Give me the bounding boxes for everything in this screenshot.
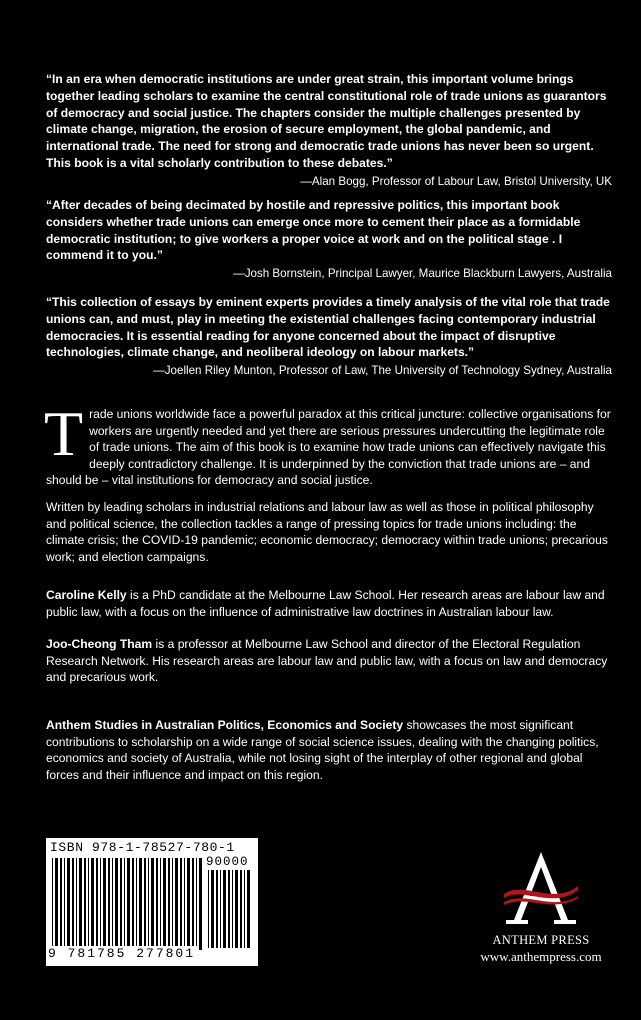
anthem-logo-icon [504, 850, 578, 926]
barcode-bar [60, 858, 62, 950]
barcode-bar [175, 858, 178, 950]
author-bio-2 [46, 636, 612, 686]
barcode-bar [160, 858, 161, 950]
barcode-bar [136, 858, 137, 950]
barcode-bar [67, 858, 70, 950]
barcode-bar [91, 858, 94, 950]
barcode-bar [172, 858, 173, 950]
barcode-bar [196, 858, 197, 950]
publisher-url: www.anthempress.com [480, 949, 602, 964]
author-bio-text: is a PhD candidate at the Melbourne Law School. Her research areas are labour law and public law, with a focus on the influence of administrative law doctrines in Australian labour law. [46, 588, 605, 619]
isbn-barcode [46, 838, 258, 966]
author-name: Caroline Kelly [46, 588, 127, 602]
barcode-bar [220, 870, 221, 948]
barcode-bar [144, 858, 146, 950]
barcode-bar [88, 858, 89, 950]
endorsement-attribution: —Josh Bornstein, Principal Lawyer, Maurice Blackburn Lawyers, Australia [233, 267, 612, 281]
barcode-bar [103, 858, 106, 950]
barcode-bar [216, 870, 218, 948]
barcode-bar [79, 858, 82, 950]
endorsement-quote: “This collection of essays by eminent experts provides a timely analysis of the vital role that trade unions can, and must, play in meeting the existential challenges facing contemporary industrial democracies. It is essential reading for anyone concerned about the impact of disruptive technologies, climate change, and neoliberal ideology on labour markets.” [46, 295, 610, 360]
barcode-bar [223, 870, 226, 948]
description-paragraph-1 [44, 398, 612, 489]
barcode-bar [124, 858, 125, 950]
barcode-bar [187, 858, 190, 950]
barcode-bar [240, 870, 242, 948]
barcode-bar [108, 858, 110, 950]
endorsement-quote: “After decades of being decimated by hostile and repressive politics, this important book considers whether trade unions can emerge once more to cement their place as a formidable democratic institution; to give workers a proper voice at work and on the political stage . I commend it to you.” [46, 198, 581, 263]
barcode-bar [76, 858, 77, 950]
barcode-bar [168, 858, 170, 950]
barcode-bars [52, 858, 202, 950]
barcode-bar [228, 870, 230, 948]
barcode-bar [72, 858, 74, 950]
barcode-bar [184, 858, 185, 950]
barcode-bar [247, 870, 250, 948]
barcode-bar [208, 870, 209, 948]
barcode-bar [244, 870, 245, 948]
description-text-1: rade unions worldwide face a powerful paradox at this critical juncture: collective organisations for workers are urgently needed and yet there are serious pressures undercutting the legitimate role of trade unions. The aim of this book is to examine how trade unions can effectively navigate this deeply contradictory challenge. It is underpinned by the conviction that trade unions are – and should be – vital institutions for democracy and social justice. [46, 407, 611, 488]
barcode-bar [232, 870, 233, 948]
barcode-bar [148, 858, 149, 950]
publisher-block [470, 850, 612, 965]
price-code: 90000 [206, 855, 249, 869]
barcode-bar [151, 858, 154, 950]
barcode-bar [112, 858, 113, 950]
series-name: Anthem Studies in Australian Politics, Economics and Society [46, 718, 404, 732]
barcode-bar [64, 858, 65, 950]
barcode-bar [52, 858, 53, 950]
barcode-bar [235, 870, 238, 948]
barcode-bar [127, 858, 130, 950]
barcode-bar [132, 858, 134, 950]
endorsement-2 [46, 197, 612, 282]
book-description [44, 398, 612, 565]
description-paragraph-2: Written by leading scholars in industrial relations and labour law as well as those in political philosophy and political science, the collection tackles a range of pressing topics for trade unions including: the climate crisis; the COVID-19 pandemic; economic democracy; democracy within trade unions; precarious work; and election campaigns. [46, 499, 608, 564]
author-bio-text: is a professor at Melbourne Law School and director of the Electoral Regulation Research Network. His research areas are labour law and public law, with a focus on law and democracy and precarious work. [46, 637, 608, 685]
barcode-bar [211, 870, 214, 948]
barcode-bar [192, 858, 194, 950]
barcode-bar [156, 858, 158, 950]
barcode-bar [96, 858, 98, 950]
series-text: showcases the most significant contributions to scholarship on a wide range of social science issues, dealing with the changing politics, economics and society of Australia, while not losing sight of the interplay of other regional and global forces and their influence and impact on this region. [46, 718, 599, 782]
barcode-bar [55, 858, 58, 950]
endorsement-attribution: —Alan Bogg, Professor of Labour Law, Bristol University, UK [300, 174, 612, 188]
barcode-bar [139, 858, 142, 950]
publisher-name: ANTHEM PRESS [492, 933, 590, 947]
price-barcode-bars [208, 870, 252, 948]
barcode-bar [115, 858, 118, 950]
endorsement-quote: “In an era when democratic institutions are under great strain, this important volume brings together leading scholars to examine the central constitutional role of trade unions as guarantors of democracy and social justice. The chapters consider the multiple challenges presented by climate change, migration, the erosion of secure employment, the global pandemic, and international trade. The need for strong and democratic trade unions has never been so urgent. This book is a vital scholarly contribution to these debates.” [46, 72, 607, 170]
barcode-bar [199, 858, 202, 950]
drop-cap: T [44, 398, 84, 469]
barcode-bar [180, 858, 182, 950]
author-name: Joo-Cheong Tham [46, 637, 153, 651]
ean-number: 9 781785 277801 [48, 946, 196, 961]
barcode-bar [163, 858, 166, 950]
endorsement-1 [46, 71, 612, 190]
barcode-bar [120, 858, 122, 950]
author-bio-1 [46, 587, 612, 620]
endorsement-attribution: —Joellen Riley Munton, Professor of Law, The University of Technology Sydney, Australia [153, 364, 612, 378]
barcode-bar [100, 858, 101, 950]
series-blurb [46, 717, 612, 783]
barcode-bar [84, 858, 86, 950]
isbn-number: ISBN 978-1-78527-780-1 [50, 840, 235, 855]
endorsement-3 [46, 294, 612, 379]
